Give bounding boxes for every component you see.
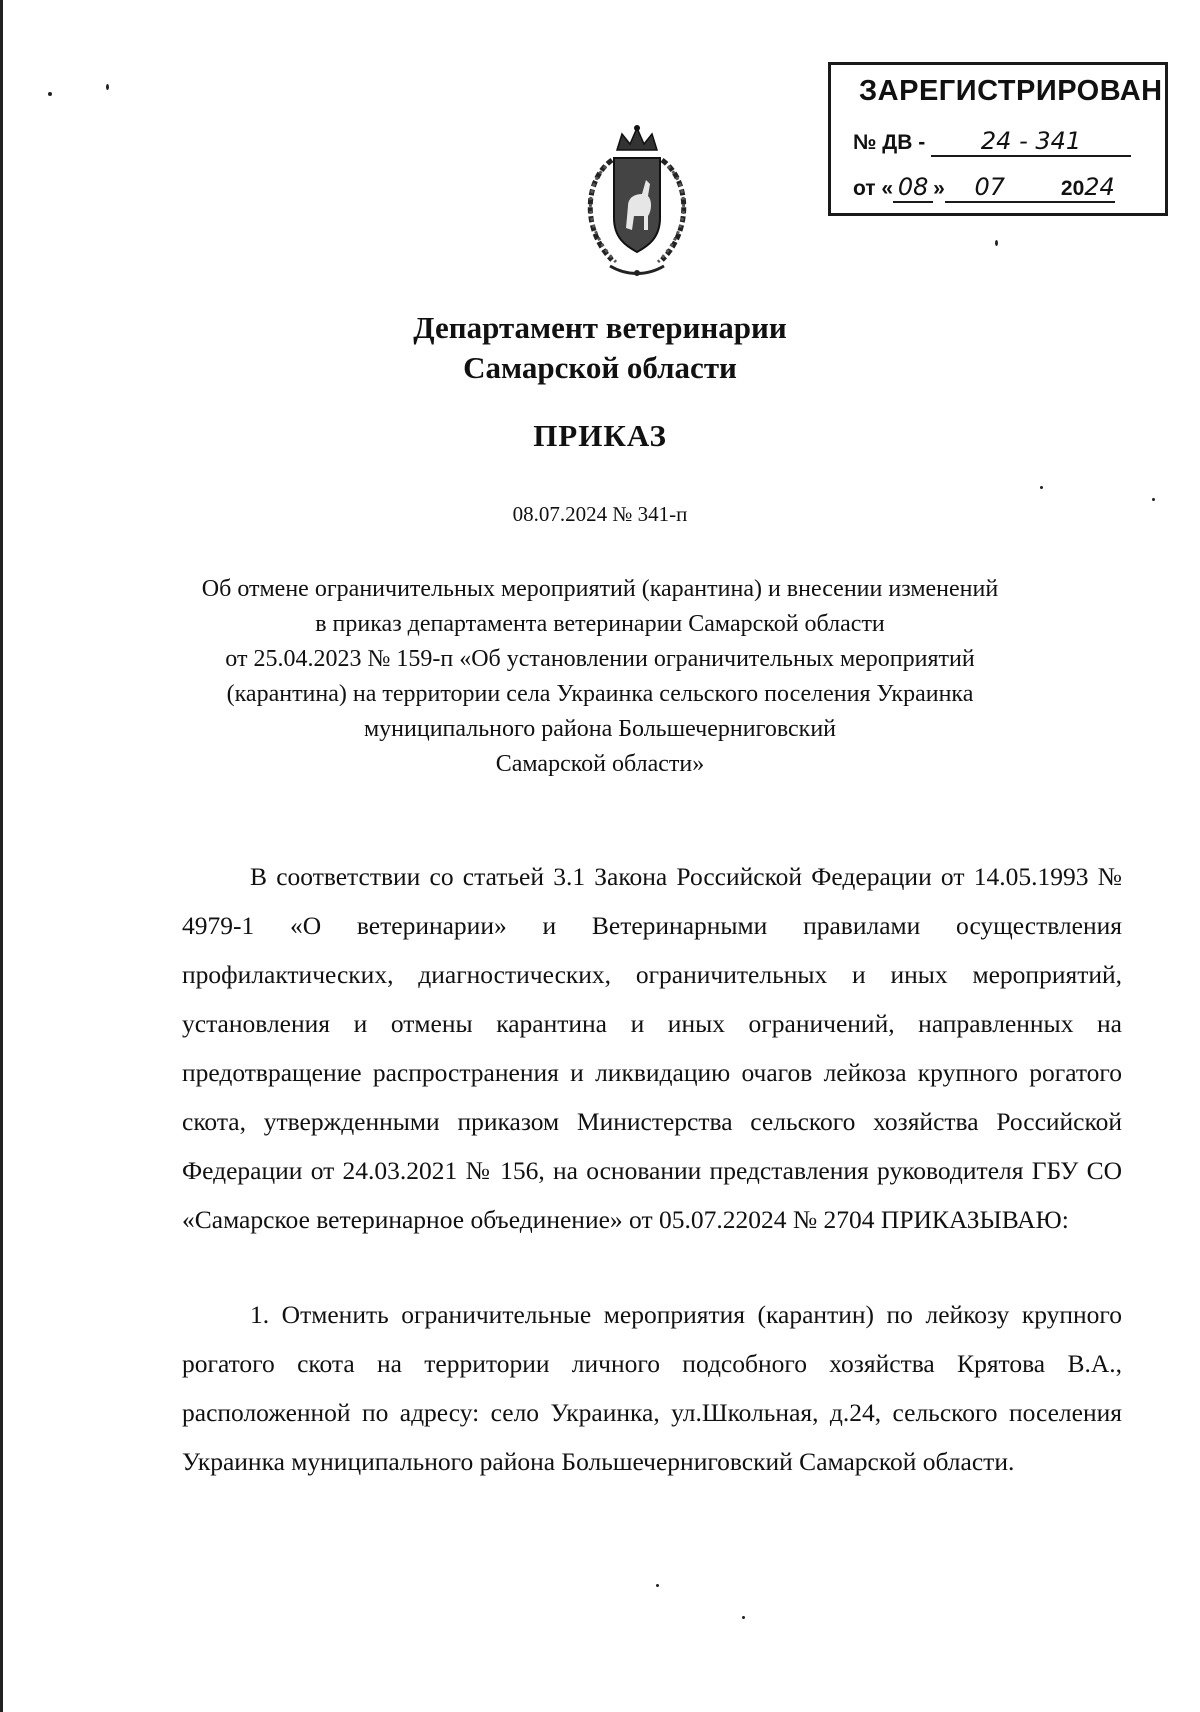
scan-speck	[742, 1616, 745, 1619]
stamp-title: ЗАРЕГИСТРИРОВАН	[859, 75, 1163, 107]
document-type: ПРИКАЗ	[533, 418, 667, 453]
subject-line: в приказ департамента ветеринарии Самарской области	[315, 611, 885, 637]
coat-of-arms-icon	[572, 120, 702, 280]
scan-speck	[1040, 486, 1043, 489]
subject-line: от 25.04.2023 № 159-п «Об установлении ограничительных мероприятий	[225, 646, 975, 672]
registration-stamp	[828, 62, 1168, 216]
order-subject	[0, 572, 1200, 782]
scan-speck	[106, 84, 109, 90]
stamp-date-day: 08	[893, 173, 933, 203]
body-paragraph-preamble: В соответствии со статьей 3.1 Закона Российской Федерации от 14.05.1993 № 4979-1 «О ветеринарии» и Ветеринарными правилами осуществления профилактических, диагностических, ограничительных и иных мероприятий, установления и отмены карантина и иных ограничений, направленных на предотвращение распространения и ликвидацию очагов лейкоза крупного рогатого скота, утвержденными приказом Министерства сельского хозяйства Российской Федерации от 24.03.2021 № 156, на основании представления руководителя ГБУ СО «Самарское ветеринарное объединение» от 05.07.22024 № 2704 ПРИКАЗЫВАЮ:	[182, 862, 1122, 1234]
stamp-date-year	[1035, 173, 1115, 203]
stamp-date-month: 07	[945, 173, 1035, 203]
scan-edge	[0, 0, 3, 1712]
stamp-date-mid: »	[933, 177, 945, 200]
order-number: 08.07.2024 № 341-п	[512, 502, 688, 526]
subject-line: Самарской области»	[495, 751, 705, 777]
stamp-year-suffix: 24	[1084, 173, 1115, 201]
stamp-number-line	[853, 127, 1153, 157]
department-heading	[0, 308, 1200, 388]
stamp-date-prefix: от «	[853, 177, 894, 200]
scan-speck	[48, 92, 52, 96]
scan-speck	[656, 1584, 659, 1587]
scan-speck	[995, 240, 998, 246]
stamp-number-value: 24 - 341	[931, 127, 1131, 157]
body-paragraph-item-1: 1. Отменить ограничительные мероприятия (карантин) по лейкозу крупного рогатого скота на территории личного подсобного хозяйства Крятова В.А., расположенной по адресу: село Украинка, ул.Школьная, д.24, сельского поселения Украинка муниципального района Большечерниговский Самарской области.	[182, 1300, 1122, 1476]
department-line-2: Самарской области	[463, 350, 737, 385]
scan-speck	[1152, 498, 1155, 501]
department-line-1: Департамент ветеринарии	[413, 310, 787, 345]
stamp-year-prefix: 20	[1060, 177, 1085, 200]
subject-line: (карантина) на территории села Украинка сельского поселения Украинка	[226, 681, 974, 707]
stamp-date-line	[853, 173, 1153, 203]
subject-line: Об отмене ограничительных мероприятий (карантина) и внесении изменений	[201, 576, 999, 602]
subject-line: муниципального района Большечерниговский	[363, 716, 837, 742]
stamp-number-prefix: № ДВ -	[853, 131, 926, 154]
